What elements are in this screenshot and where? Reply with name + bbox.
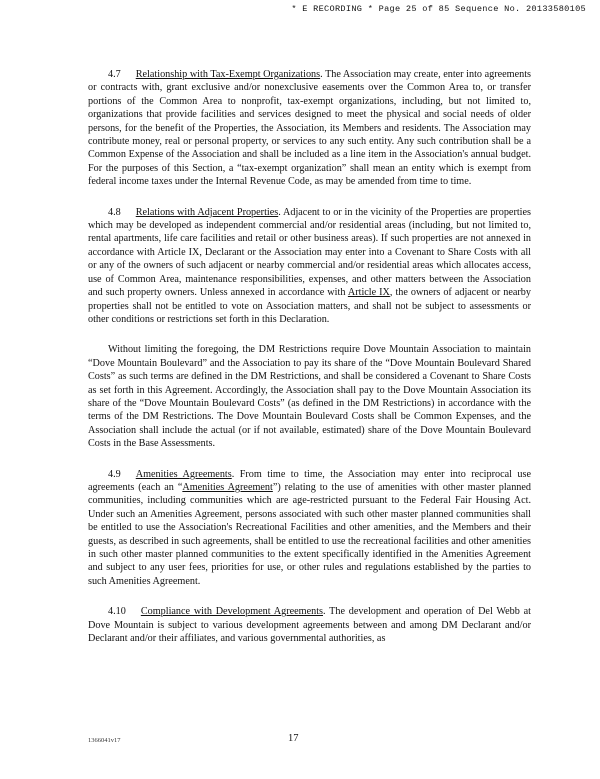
section-number: 4.7: [108, 69, 121, 80]
section-number: 4.9: [108, 468, 121, 480]
section-number: 4.10: [108, 606, 126, 618]
section-title: Compliance with Development Agreements: [140, 606, 323, 618]
document-id: 1366041v17: [88, 737, 121, 744]
section-4-9: [88, 468, 531, 589]
section-text: . The Association may create, enter into agreements or contracts with, grant exclusive and/or nonexclusive easements over the Common Area to, or transfer portions of the Common Area to nonprofit, tax-exempt organizations, including, but not limited to, organizations that provide facilities and services designed to meet the physical and social needs of older persons, for the benefit of the Properties, the Association, its Members and residents. The Association may contribute money, real or personal property, or services to any such entity. Any such contribution shall be a Common Expense of the Association and shall be included as a line item in the Association's annual budget. For the purposes of this Section, a “tax-exempt organization” shall mean an entity which is exempt from federal income taxes under the Internal Revenue Code, as may be amended from time to time.: [88, 69, 531, 188]
section-4-7: [88, 68, 531, 189]
recording-header: * E RECORDING * Page 25 of 85 Sequence No. 20133580105: [291, 4, 586, 14]
article-reference: Article IX: [347, 287, 390, 299]
dm-restrictions-paragraph: [88, 343, 531, 450]
section-title: Relations with Adjacent Properties: [135, 206, 279, 218]
section-4-10: [88, 605, 531, 645]
section-title: Amenities Agreements: [135, 468, 232, 480]
defined-term: Amenities Agreement: [182, 481, 273, 493]
section-4-8: [88, 206, 531, 327]
section-title: Relationship with Tax-Exempt Organizations: [135, 69, 321, 80]
section-text: ”) relating to the use of amenities with other master planned communities, including communities which are age-restricted pursuant to the Federal Fair Housing Act. Under such an Amenities Agreement, persons associated with such other master planned communities shall be entitled to use the Association's Recreational Facilities and other amenities, and the Members and their guests, as described in such agreements, shall be entitled to use the recreational facilities and other amenities in such other master planned communities to the extent specifically identified in the Amenities Agreement and subject to any user fees, priorities for use, or other rules and regulations established by the parties to such Amenities Agreement.: [88, 481, 532, 587]
section-text: . The development and operation of Del Webb at Dove Mountain is subject to various development agreements between and among DM Declarant and/or Declarant and/or their affiliates, and various governmental authorities, as: [88, 606, 531, 645]
page-number: 17: [288, 733, 299, 744]
section-text: . Adjacent to or in the vicinity of the Properties are properties which may be developed as independent commercial and/or residential areas (including, but not limited to, rental apartments, life care facilities and retail or other business areas). If such properties are not annexed in accordance with Article IX, Declarant or the Association may enter into a Covenant to Share Costs with all or any of the owners of such adjacent or nearby commercial and/or residential areas which allocates access, use of Common Area, maintenance responsibilities, expenses, and other matters between the Association and such property owners. Unless annexed in accordance with: [88, 206, 531, 299]
section-text: . From time to time, the Association may enter into reciprocal use agreements (each an “: [88, 468, 531, 493]
section-number: 4.8: [108, 206, 121, 218]
paragraph-text: Without limiting the foregoing, the DM Restrictions require Dove Mountain Association to maintain “Dove Mountain Boulevard” and the Association to pay its share of the “Dove Mountain Boulevard Shared Costs” as such terms are defined in the DM Restrictions, and shall be considered a Covenant to Share Costs as set forth in this Agreement. Accordingly, the Association shall pay to the Dove Mountain Association its share of the “Dove Mountain Boulevard Costs” (as defined in the DM Restrictions) in accordance with the terms of the DM Restrictions. The Dove Mountain Boulevard Costs shall be Common Expenses, and the Association shall include the actual (or if not available, estimated) share of the Dove Mountain Boulevard Costs in the Base Assessments.: [88, 344, 531, 450]
section-text: , the owners of adjacent or nearby properties shall not be entitled to vote on Association matters, and shall not be subject to assessments or other conditions or restrictions set forth in this Declaration.: [88, 287, 531, 325]
document-body: [88, 68, 531, 662]
